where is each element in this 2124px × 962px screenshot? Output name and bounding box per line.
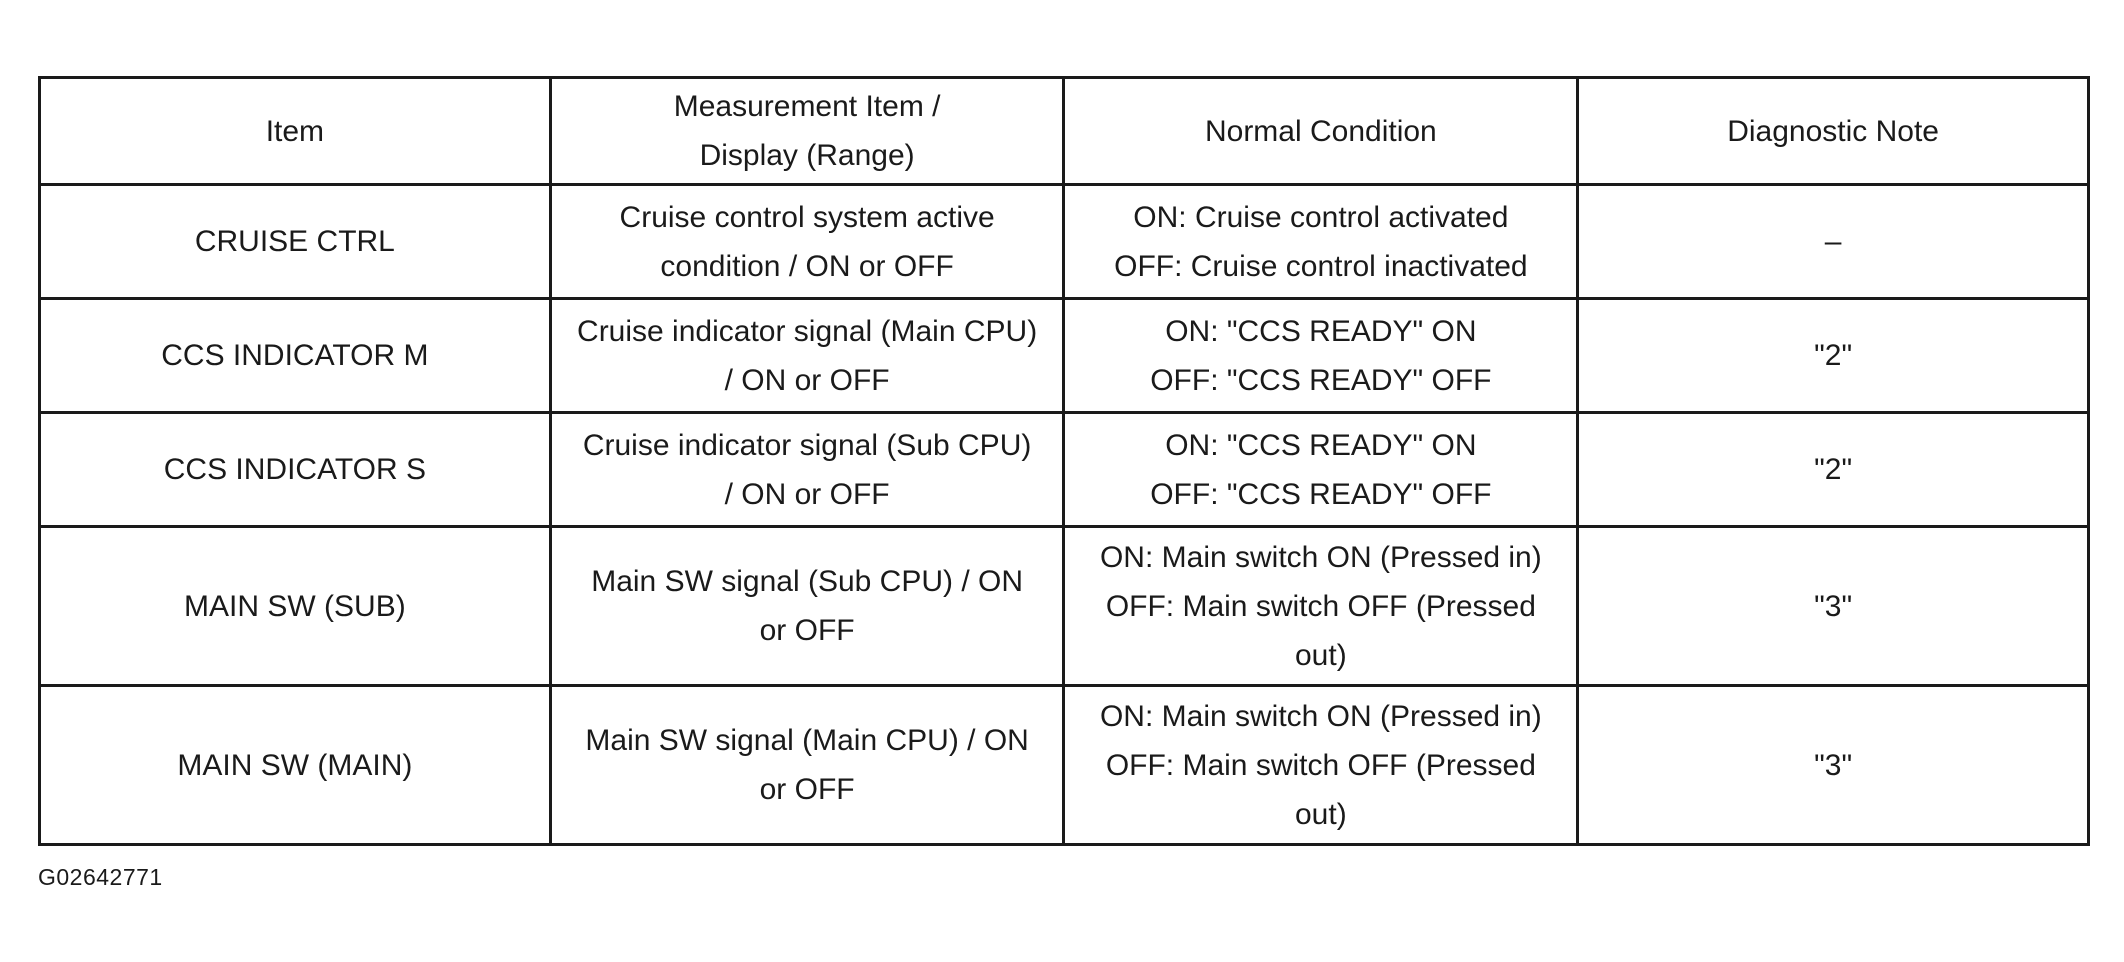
cell-diagnostic-note	[1578, 413, 2089, 527]
header-measurement-line2: Display (Range)	[699, 139, 915, 172]
cell-measurement	[550, 413, 1064, 527]
normal-line1: ON: Main switch ON (Pressed in)	[1099, 699, 1542, 733]
cell-normal-condition	[1064, 299, 1578, 413]
measurement-line2: / ON or OFF	[724, 363, 890, 397]
table-row	[40, 413, 2089, 527]
normal-line2: OFF: Main switch OFF (Pressed	[1105, 748, 1536, 782]
table-row	[40, 185, 2089, 299]
cell-measurement	[550, 527, 1064, 686]
normal-line3: out)	[1295, 638, 1347, 672]
cell-normal-condition	[1064, 185, 1578, 299]
normal-line1: ON: Cruise control activated	[1133, 200, 1509, 234]
diagnostic-note: "3"	[1814, 589, 1853, 623]
item-name: MAIN SW (MAIN)	[177, 748, 413, 782]
normal-line2: OFF: Cruise control inactivated	[1114, 249, 1528, 283]
measurement-line1: Cruise control system active	[619, 200, 995, 234]
normal-line3: out)	[1295, 797, 1347, 831]
diagnostic-data-table	[38, 76, 2090, 846]
diagnostic-note: "2"	[1814, 453, 1853, 486]
figure-id: G02642771	[38, 864, 163, 890]
measurement-line1: Cruise indicator signal (Sub CPU)	[582, 428, 1032, 462]
diagnostic-note: "2"	[1814, 339, 1853, 372]
cell-measurement	[550, 686, 1064, 845]
cell-item	[40, 299, 551, 413]
header-item	[40, 78, 551, 185]
table-row	[40, 299, 2089, 413]
normal-line2: OFF: "CCS READY" OFF	[1150, 363, 1492, 397]
measurement-line2: or OFF	[759, 614, 855, 647]
measurement-line2: condition / ON or OFF	[660, 249, 954, 283]
normal-line2: OFF: "CCS READY" OFF	[1150, 477, 1492, 511]
item-name: CCS INDICATOR S	[163, 453, 426, 486]
cell-normal-condition	[1064, 413, 1578, 527]
header-diagnostic-note	[1578, 78, 2089, 185]
cell-item	[40, 686, 551, 845]
diagnostic-note: "3"	[1814, 748, 1853, 782]
normal-line1: ON: Main switch ON (Pressed in)	[1099, 540, 1542, 574]
header-item-label: Item	[265, 114, 325, 148]
cell-measurement	[550, 185, 1064, 299]
header-normal-condition	[1064, 78, 1578, 185]
item-name: CCS INDICATOR M	[161, 339, 429, 372]
cell-diagnostic-note	[1578, 686, 2089, 845]
header-measurement-line1: Measurement Item /	[673, 90, 941, 123]
measurement-line2: or OFF	[759, 773, 855, 806]
header-normal-label: Normal Condition	[1204, 114, 1437, 148]
item-name: CRUISE CTRL	[194, 225, 395, 258]
cell-item	[40, 185, 551, 299]
measurement-line1: Main SW signal (Sub CPU) / ON	[591, 565, 1023, 598]
normal-line2: OFF: Main switch OFF (Pressed	[1105, 589, 1536, 623]
cell-measurement	[550, 299, 1064, 413]
header-note-label: Diagnostic Note	[1727, 114, 1939, 148]
cell-item	[40, 413, 551, 527]
header-measurement	[550, 78, 1064, 185]
table-row	[40, 686, 2089, 845]
normal-line1: ON: "CCS READY" ON	[1165, 314, 1477, 348]
cell-diagnostic-note	[1578, 527, 2089, 686]
cell-diagnostic-note	[1578, 185, 2089, 299]
cell-normal-condition	[1064, 686, 1578, 845]
measurement-line1: Cruise indicator signal (Main CPU)	[577, 314, 1038, 348]
cell-normal-condition	[1064, 527, 1578, 686]
table-header-row	[40, 78, 2089, 185]
measurement-line2: / ON or OFF	[724, 477, 890, 511]
table-row	[40, 527, 2089, 686]
cell-item	[40, 527, 551, 686]
diagnostic-note: –	[1824, 225, 1842, 258]
item-name: MAIN SW (SUB)	[184, 589, 406, 623]
cell-diagnostic-note	[1578, 299, 2089, 413]
measurement-line1: Main SW signal (Main CPU) / ON	[585, 724, 1029, 757]
normal-line1: ON: "CCS READY" ON	[1165, 428, 1477, 462]
